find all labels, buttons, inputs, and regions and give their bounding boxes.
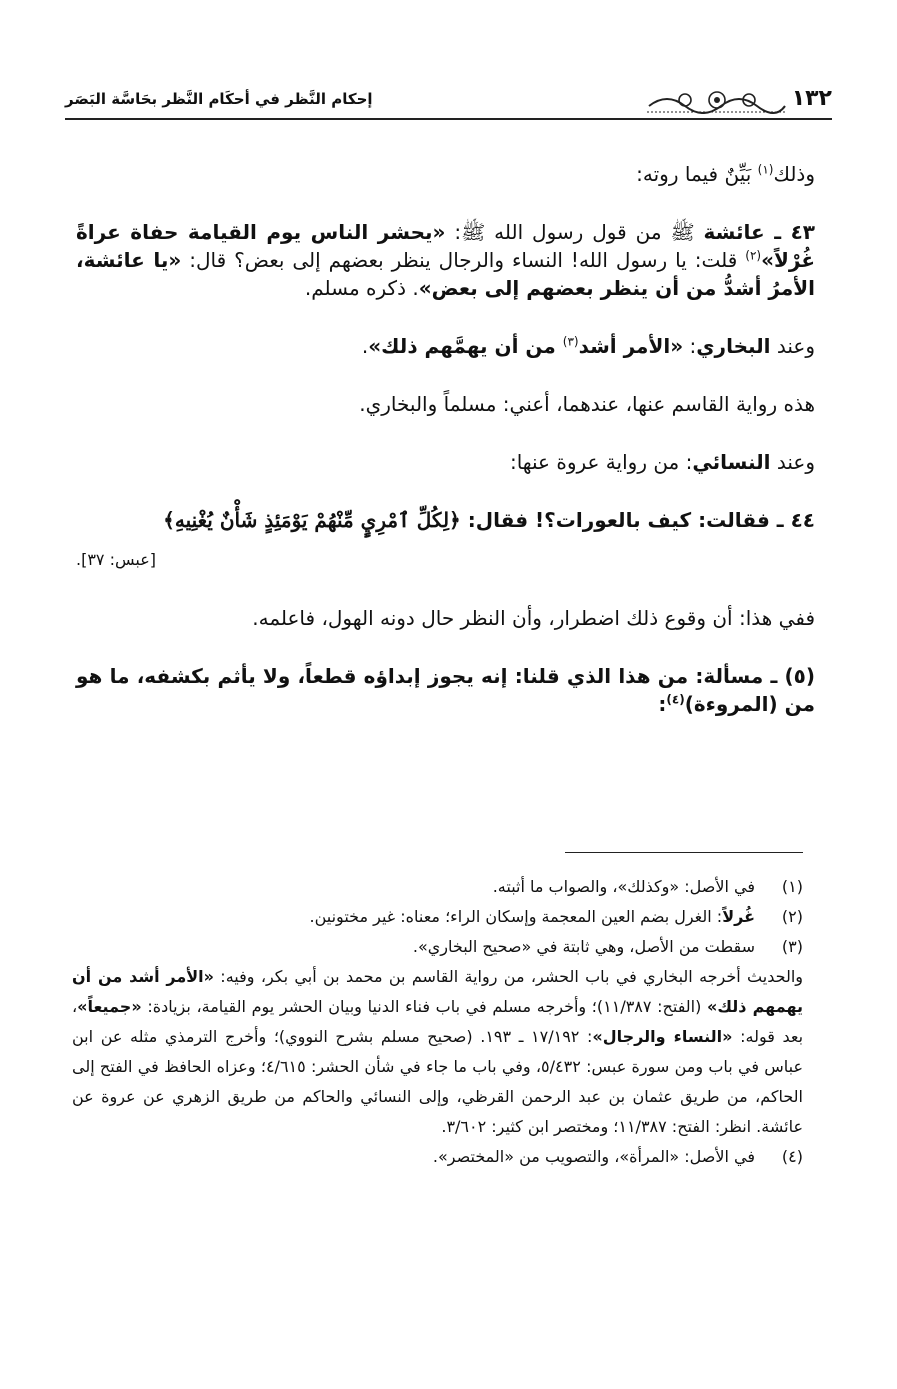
masala-5: (٥) ـ مسألة: من هذا الذي قلنا: إنه يجوز إبداؤه قطعاً، ولا يأثم بكشفه، ما هو من (المروءة)$^{(٤)}$: xyxy=(76,664,815,716)
running-title: إحكام النَّظر في أحكَام النَّظر بحَاسَّة البَصَر xyxy=(65,90,373,108)
footnote-3: (٣) سقطت من الأصل، وهي ثابتة في «صحيح البخاري». xyxy=(412,937,803,956)
footnote-1: (١) في الأصل: «وكذلك»، والصواب ما أثبته. xyxy=(492,877,803,896)
page-header xyxy=(65,82,832,120)
footnote-ref: (٢) xyxy=(745,248,762,263)
paragraph-bukhari: وعند البخاري: «الأمر أشد$^{(٣)}$ من أن يهمَّهم ذلك». xyxy=(361,334,815,358)
footnote-ref: (٣) xyxy=(562,334,579,349)
main-text xyxy=(76,160,815,748)
footnote-4: (٤) في الأصل: «المرأة»، والتصويب من «المختصر». xyxy=(432,1147,803,1166)
page-number: ١٣٢ xyxy=(791,86,832,111)
footnote-2: (٢) غُرلاً: الغرل بضم العين المعجمة وإسكان الراء؛ معناه: غير مختونين. xyxy=(309,907,803,926)
paragraph-riwaya: هذه رواية القاسم عنها، عندهما، أعني: مسلماً والبخاري. xyxy=(359,392,815,416)
paragraph-intro: وذلك$^{(١)}$ بَيِّنٌ فيما روته: xyxy=(636,162,815,186)
footnote-3-continuation: والحديث أخرجه البخاري في باب الحشر، من رواية القاسم بن محمد بن أبي بكر، وفيه: «الأمر أشد من أن يهمهم ذلك» (الفتح: ١١/٣٨٧)؛ وأخرجه مسلم في باب فناء الدنيا وبيان الحشر يوم القيامة، بزيادة: «جميعاً»، بعد قوله: «النساء والرجال»: ١٧/١٩٢ ـ ١٩٣. (صحيح مسلم بشرح النووي)؛ وأخرج الترمذي مثله عن ابن عباس في باب ومن سورة عبس: ٥/٤٣٢، وفي باب ما جاء في شأن الحشر: ٤/٦١٥؛ وعزاه الحافظ في الفتح إلى الحاكم، من طريق عثمان بن عبد الرحمن القرظي، وإلى النسائي والحاكم من طريق الزهري عن عروة عن عائشة. انظر: الفتح: ١١/٣٨٧؛ ومختصر ابن كثير: ٣/٦٠٢. xyxy=(72,967,804,1136)
paragraph-conclusion: ففي هذا: أن وقوع ذلك اضطرار، وأن النظر حال دونه الهول، فاعلمه. xyxy=(252,606,815,630)
hadith-43: ٤٣ ـ عائشة ﷺ من قول رسول الله ﷺ: «يحشر الناس يوم القيامة حفاة عراةً غُرْلاً»$^{(٢)}$ قلت: يا رسول الله! النساء والرجال ينظر بعضهم إلى بعض؟ قال: «يا عائشة، الأمرُ أشدُّ من أن ينظر بعضهم إلى بعض». ذكره مسلم. xyxy=(76,220,815,300)
footnote-separator xyxy=(565,852,803,853)
footnotes xyxy=(72,872,803,1172)
footnote-ref: (١) xyxy=(757,162,774,177)
quran-verse: ﴿لِكُلِّ ٱمْرِيٍٕ مِّنْهُمْ يَوْمَئِذٍ شَأْنٌ يُغْنِيهِ﴾ xyxy=(163,508,461,532)
verse-reference: [عبس: ٣٧]. xyxy=(76,550,157,569)
ornament-icon xyxy=(647,88,787,114)
footnote-ref: (٤) xyxy=(666,692,685,707)
hadith-44: ٤٤ ـ فقالت: كيف بالعورات؟! فقال: ﴿لِكُلِّ ٱمْرِيٍٕ مِّنْهُمْ يَوْمَئِذٍ شَأْنٌ يُغْنِيهِ﴾ xyxy=(163,508,815,532)
paragraph-nasai: وعند النسائي: من رواية عروة عنها: xyxy=(509,450,815,474)
